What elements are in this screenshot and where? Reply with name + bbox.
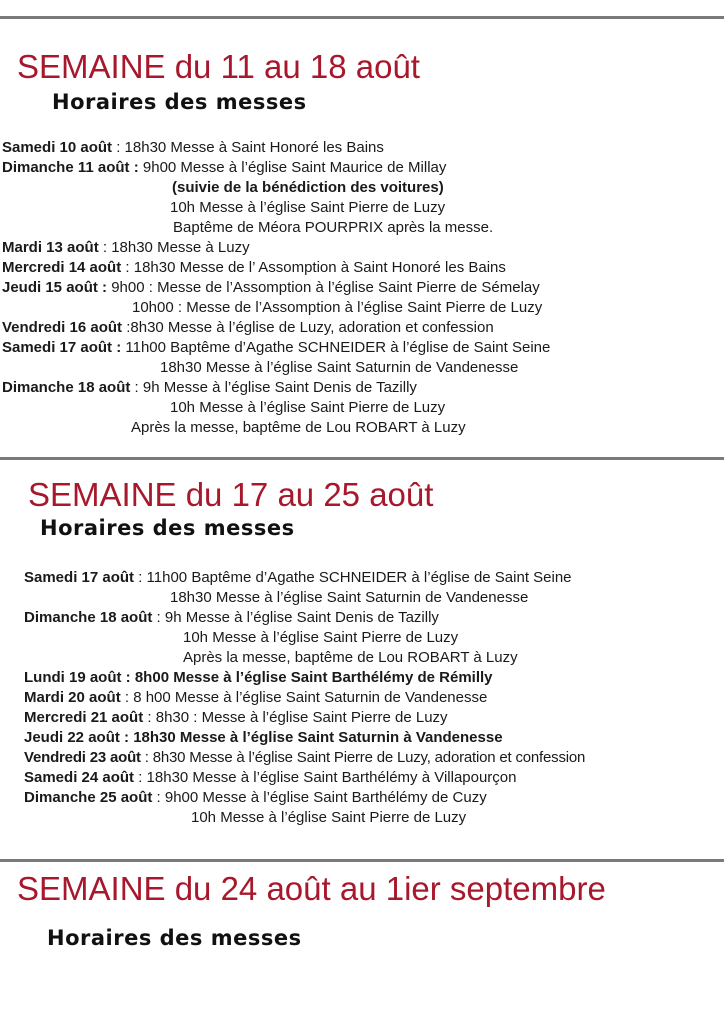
schedule-line: Samedi 17 août : 11h00 Baptême d’Agathe SCHNEIDER à l’église de Saint Seine	[24, 569, 572, 586]
schedule-line: Samedi 17 août : 11h00 Baptême d’Agathe SCHNEIDER à l’église de Saint Seine	[2, 339, 551, 356]
schedule-line: Lundi 19 août : 8h00 Messe à l’église Saint Barthélémy de Rémilly	[24, 669, 493, 686]
schedule-line: Vendredi 23 août : 8h30 Messe à l’église Saint Pierre de Luzy, adoration et confession	[24, 749, 586, 766]
schedule-line: Mardi 20 août : 8 h00 Messe à l’église Saint Saturnin de Vandenesse	[24, 689, 488, 706]
schedule-line: 18h30 Messe à l’église Saint Saturnin de Vandenesse	[170, 589, 529, 606]
section-title: SEMAINE du 24 août au 1ier septembre	[17, 870, 606, 907]
schedule-line: Dimanche 18 août : 9h Messe à l’église Saint Denis de Tazilly	[24, 609, 439, 626]
schedule-line: Samedi 10 août : 18h30 Messe à Saint Honoré les Bains	[2, 139, 384, 156]
schedule-line: Mardi 13 août : 18h30 Messe à Luzy	[2, 239, 250, 256]
schedule-line: Après la messe, baptême de Lou ROBART à Luzy	[131, 419, 466, 436]
section-subtitle: Horaires des messes	[52, 90, 307, 114]
section-subtitle: Horaires des messes	[47, 926, 302, 950]
divider	[0, 457, 724, 460]
schedule-line: Samedi 24 août : 18h30 Messe à l’église Saint Barthélémy à Villapourçon	[24, 769, 517, 786]
schedule-line: Après la messe, baptême de Lou ROBART à Luzy	[183, 649, 518, 666]
divider	[0, 859, 724, 862]
schedule-line: Vendredi 16 août :8h30 Messe à l’église de Luzy, adoration et confession	[2, 319, 494, 336]
schedule-line: 10h Messe à l’église Saint Pierre de Luzy	[183, 629, 459, 646]
schedule-line: 10h Messe à l’église Saint Pierre de Luzy	[170, 399, 446, 416]
schedule-line: Mercredi 21 août : 8h30 : Messe à l’église Saint Pierre de Luzy	[24, 709, 448, 726]
divider	[0, 16, 724, 19]
schedule-line: 10h Messe à l’église Saint Pierre de Luzy	[191, 809, 467, 826]
section-subtitle: Horaires des messes	[40, 516, 295, 540]
schedule-line: Mercredi 14 août : 18h30 Messe de l’ Assomption à Saint Honoré les Bains	[2, 259, 506, 276]
schedule-line: 18h30 Messe à l’église Saint Saturnin de Vandenesse	[160, 359, 519, 376]
schedule-line: Dimanche 11 août : 9h00 Messe à l’église Saint Maurice de Millay	[2, 159, 447, 176]
schedule-line: 10h Messe à l’église Saint Pierre de Luzy	[170, 199, 446, 216]
schedule-line: Jeudi 22 août : 18h30 Messe à l’église Saint Saturnin à Vandenesse	[24, 729, 503, 746]
schedule-line: Dimanche 18 août : 9h Messe à l’église Saint Denis de Tazilly	[2, 379, 417, 396]
section-title: SEMAINE du 11 au 18 août	[17, 48, 420, 85]
schedule-line: Jeudi 15 août : 9h00 : Messe de l’Assomption à l’église Saint Pierre de Sémelay	[2, 279, 540, 296]
schedule-line: (suivie de la bénédiction des voitures)	[172, 179, 444, 196]
schedule-line: Baptême de Méora POURPRIX après la messe.	[173, 219, 494, 236]
schedule-line: Dimanche 25 août : 9h00 Messe à l’église Saint Barthélémy de Cuzy	[24, 789, 487, 806]
section-title: SEMAINE du 17 au 25 août	[28, 476, 434, 513]
schedule-line: 10h00 : Messe de l’Assomption à l’église Saint Pierre de Luzy	[132, 299, 543, 316]
